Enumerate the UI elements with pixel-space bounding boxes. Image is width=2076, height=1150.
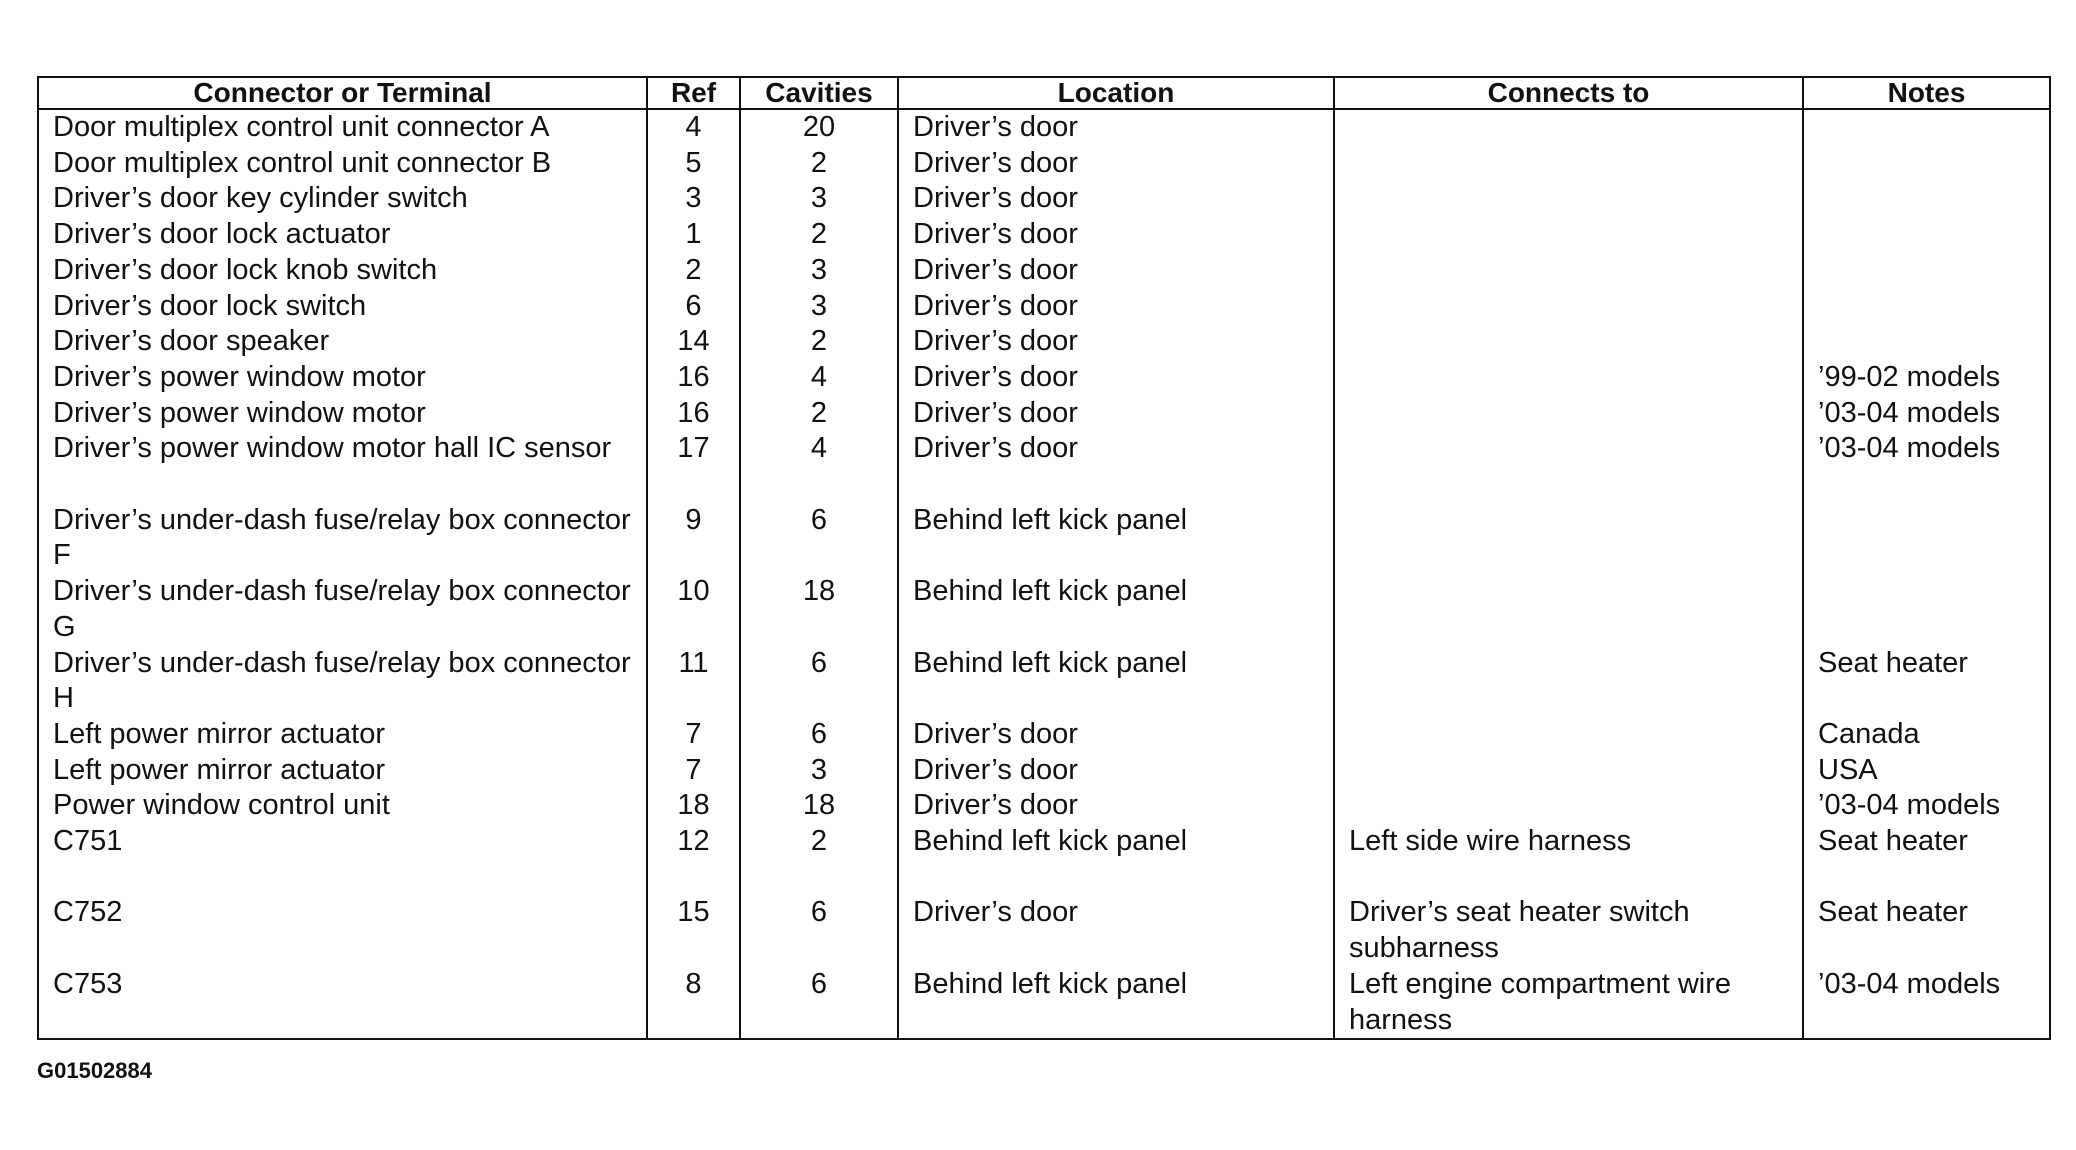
header-location: Location	[898, 77, 1334, 109]
cell-notes	[1803, 253, 2050, 289]
cell-connects-to: Left side wire harness	[1334, 824, 1803, 895]
cell-location: Driver’s door	[898, 217, 1334, 253]
header-ref: Ref	[647, 77, 740, 109]
connector-table	[37, 76, 2051, 1040]
cell-connects-to	[1334, 788, 1803, 824]
cell-location: Driver’s door	[898, 753, 1334, 789]
cell-notes: ’99-02 models	[1803, 360, 2050, 396]
cell-cavities: 4	[740, 360, 898, 396]
cell-connects-to	[1334, 396, 1803, 432]
cell-cavities: 20	[740, 109, 898, 146]
table-row	[38, 109, 2050, 146]
cell-connects-to	[1334, 646, 1803, 717]
cell-notes	[1803, 217, 2050, 253]
cell-ref: 12	[647, 824, 740, 895]
cell-connects-to: Left engine compartment wire harness	[1334, 967, 1803, 1039]
cell-ref: 14	[647, 324, 740, 360]
table-row	[38, 646, 2050, 717]
cell-cavities: 18	[740, 788, 898, 824]
cell-connector: Driver’s door lock knob switch	[38, 253, 647, 289]
cell-cavities: 3	[740, 253, 898, 289]
cell-connects-to	[1334, 217, 1803, 253]
cell-ref: 4	[647, 109, 740, 146]
cell-connects-to	[1334, 146, 1803, 182]
cell-notes: Canada	[1803, 717, 2050, 753]
cell-connects-to	[1334, 181, 1803, 217]
cell-notes: ’03-04 models	[1803, 431, 2050, 502]
cell-connector: Left power mirror actuator	[38, 717, 647, 753]
cell-location: Driver’s door	[898, 109, 1334, 146]
table-row	[38, 181, 2050, 217]
cell-cavities: 2	[740, 396, 898, 432]
cell-connector: Driver’s door lock actuator	[38, 217, 647, 253]
cell-notes	[1803, 181, 2050, 217]
table-row	[38, 324, 2050, 360]
cell-ref: 3	[647, 181, 740, 217]
cell-cavities: 3	[740, 289, 898, 325]
cell-location: Behind left kick panel	[898, 967, 1334, 1039]
header-connects-to: Connects to	[1334, 77, 1803, 109]
header-cavities: Cavities	[740, 77, 898, 109]
cell-connects-to	[1334, 289, 1803, 325]
table-row	[38, 289, 2050, 325]
cell-notes: ’03-04 models	[1803, 788, 2050, 824]
cell-ref: 11	[647, 646, 740, 717]
cell-notes: ’03-04 models	[1803, 967, 2050, 1039]
cell-cavities: 6	[740, 503, 898, 574]
cell-notes	[1803, 324, 2050, 360]
cell-notes: ’03-04 models	[1803, 396, 2050, 432]
table-row	[38, 824, 2050, 895]
cell-connects-to	[1334, 360, 1803, 396]
table-row	[38, 396, 2050, 432]
cell-connects-to	[1334, 503, 1803, 574]
table-row	[38, 217, 2050, 253]
cell-location: Behind left kick panel	[898, 824, 1334, 895]
cell-connects-to	[1334, 324, 1803, 360]
cell-ref: 9	[647, 503, 740, 574]
cell-cavities: 2	[740, 217, 898, 253]
table-body	[38, 109, 2050, 1039]
cell-cavities: 2	[740, 824, 898, 895]
cell-ref: 16	[647, 396, 740, 432]
cell-location: Behind left kick panel	[898, 574, 1334, 645]
cell-ref: 1	[647, 217, 740, 253]
cell-connector: C752	[38, 895, 647, 966]
cell-cavities: 3	[740, 753, 898, 789]
cell-notes	[1803, 146, 2050, 182]
table-row	[38, 574, 2050, 645]
cell-notes	[1803, 109, 2050, 146]
table-row	[38, 967, 2050, 1039]
cell-cavities: 6	[740, 895, 898, 966]
cell-location: Driver’s door	[898, 717, 1334, 753]
cell-ref: 5	[647, 146, 740, 182]
cell-connector: Driver’s under-dash fuse/relay box connector F	[38, 503, 647, 574]
cell-location: Behind left kick panel	[898, 646, 1334, 717]
cell-ref: 2	[647, 253, 740, 289]
cell-connector: Left power mirror actuator	[38, 753, 647, 789]
cell-location: Behind left kick panel	[898, 503, 1334, 574]
cell-ref: 16	[647, 360, 740, 396]
cell-ref: 17	[647, 431, 740, 502]
table-header-row	[38, 77, 2050, 109]
cell-connects-to	[1334, 717, 1803, 753]
table-row	[38, 753, 2050, 789]
cell-notes: Seat heater	[1803, 895, 2050, 966]
cell-location: Driver’s door	[898, 324, 1334, 360]
cell-notes	[1803, 289, 2050, 325]
cell-connects-to	[1334, 574, 1803, 645]
cell-cavities: 3	[740, 181, 898, 217]
cell-ref: 15	[647, 895, 740, 966]
table-row	[38, 717, 2050, 753]
cell-notes: USA	[1803, 753, 2050, 789]
cell-location: Driver’s door	[898, 146, 1334, 182]
figure-id: G01502884	[37, 1058, 152, 1083]
table-row	[38, 895, 2050, 966]
cell-connects-to: Driver’s seat heater switch subharness	[1334, 895, 1803, 966]
cell-connector: Driver’s power window motor hall IC sensor	[38, 431, 647, 502]
cell-location: Driver’s door	[898, 788, 1334, 824]
cell-location: Driver’s door	[898, 360, 1334, 396]
table-row	[38, 788, 2050, 824]
cell-connects-to	[1334, 753, 1803, 789]
cell-connector: Driver’s under-dash fuse/relay box connector G	[38, 574, 647, 645]
cell-ref: 18	[647, 788, 740, 824]
header-connector: Connector or Terminal	[38, 77, 647, 109]
cell-location: Driver’s door	[898, 431, 1334, 502]
cell-ref: 6	[647, 289, 740, 325]
table-row	[38, 503, 2050, 574]
cell-connector: Driver’s door lock switch	[38, 289, 647, 325]
cell-notes: Seat heater	[1803, 824, 2050, 895]
cell-connects-to	[1334, 253, 1803, 289]
cell-notes	[1803, 503, 2050, 574]
cell-location: Driver’s door	[898, 895, 1334, 966]
cell-ref: 10	[647, 574, 740, 645]
header-notes: Notes	[1803, 77, 2050, 109]
cell-connector: Driver’s door key cylinder switch	[38, 181, 647, 217]
cell-location: Driver’s door	[898, 396, 1334, 432]
cell-cavities: 2	[740, 324, 898, 360]
cell-connector: Door multiplex control unit connector A	[38, 109, 647, 146]
cell-connector: Driver’s power window motor	[38, 396, 647, 432]
cell-ref: 7	[647, 753, 740, 789]
table-row	[38, 431, 2050, 502]
cell-ref: 8	[647, 967, 740, 1039]
cell-location: Driver’s door	[898, 181, 1334, 217]
cell-connector: C753	[38, 967, 647, 1039]
table-row	[38, 146, 2050, 182]
cell-cavities: 4	[740, 431, 898, 502]
cell-connector: Power window control unit	[38, 788, 647, 824]
cell-cavities: 6	[740, 717, 898, 753]
cell-cavities: 6	[740, 646, 898, 717]
cell-cavities: 18	[740, 574, 898, 645]
cell-ref: 7	[647, 717, 740, 753]
cell-connects-to	[1334, 109, 1803, 146]
cell-notes	[1803, 574, 2050, 645]
cell-notes: Seat heater	[1803, 646, 2050, 717]
table-row	[38, 253, 2050, 289]
cell-connector: Driver’s door speaker	[38, 324, 647, 360]
cell-connector: Door multiplex control unit connector B	[38, 146, 647, 182]
cell-connector: Driver’s under-dash fuse/relay box connector H	[38, 646, 647, 717]
cell-connector: Driver’s power window motor	[38, 360, 647, 396]
cell-location: Driver’s door	[898, 289, 1334, 325]
cell-location: Driver’s door	[898, 253, 1334, 289]
cell-cavities: 2	[740, 146, 898, 182]
table-row	[38, 360, 2050, 396]
cell-connects-to	[1334, 431, 1803, 502]
cell-cavities: 6	[740, 967, 898, 1039]
cell-connector: C751	[38, 824, 647, 895]
